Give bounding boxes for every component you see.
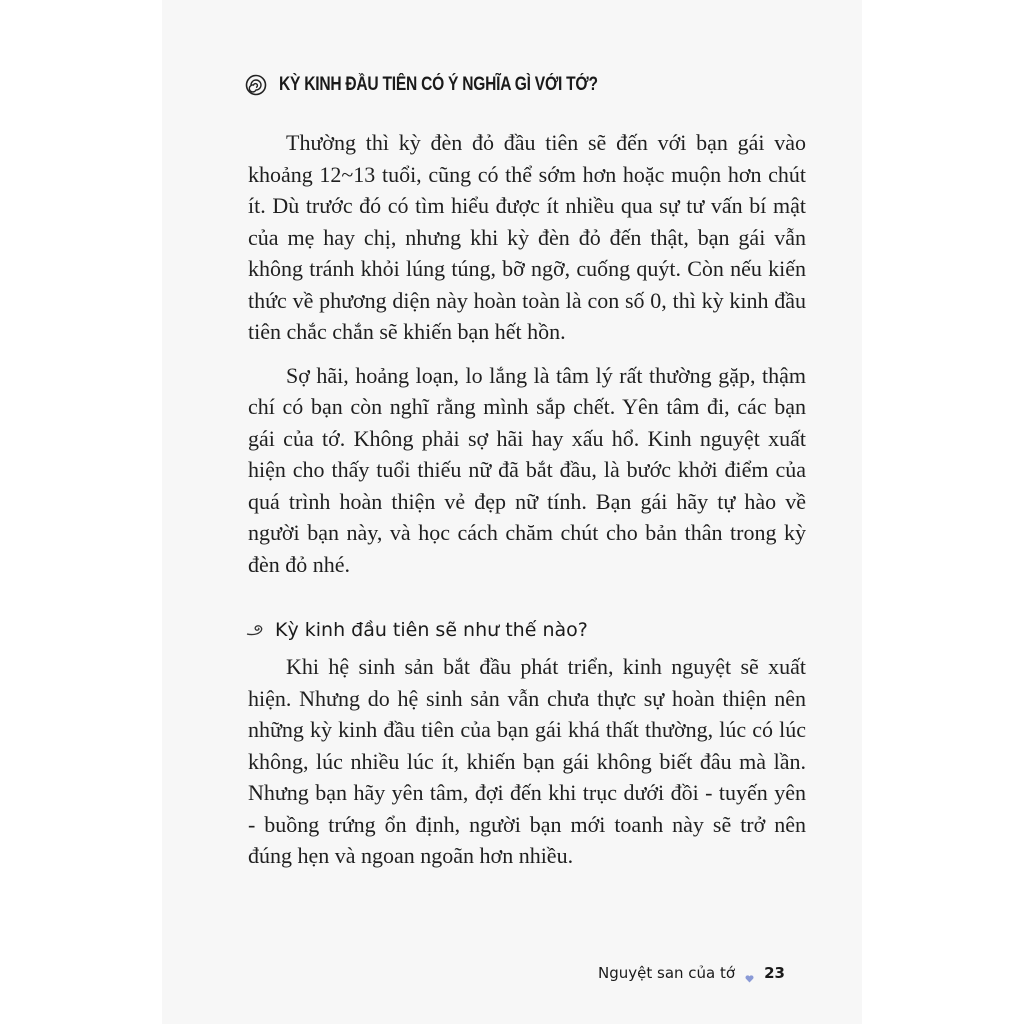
spiral-flower-icon — [245, 74, 267, 96]
snail-swirl-icon — [245, 622, 265, 638]
paragraph: Thường thì kỳ đèn đỏ đầu tiên sẽ đến với bạn gái vào khoảng 12~13 tuổi, cũng có thể sớm hơn hoặc muộn hơn chút ít. Dù trước đó có tìm hiểu được ít nhiều qua sự tư vấn bí mật của mẹ hay chị, nhưng khi kỳ đèn đỏ đến thật, bạn gái vẫn không tránh khỏi lúng túng, bỡ ngỡ, cuống quýt. Còn nếu kiến thức về phương diện này hoàn toàn là con số 0, thì kỳ kinh đầu tiên chắc chắn sẽ khiến bạn hết hồn. — [248, 130, 806, 344]
section-heading-text: KỲ KINH ĐẦU TIÊN CÓ Ý NGHĨA GÌ VỚI TỚ? — [279, 74, 598, 95]
paragraph: Sợ hãi, hoảng loạn, lo lắng là tâm lý rất thường gặp, thậm chí có bạn còn nghĩ rằng mình sắp chết. Yên tâm đi, các bạn gái của tớ. Không phải sợ hãi hay xấu hổ. Kinh nguyệt xuất hiện cho thấy tuổi thiếu nữ đã bắt đầu, là bước khởi điểm của quá trình hoàn thiện vẻ đẹp nữ tính. Bạn gái hãy tự hào về người bạn này, và học cách chăm chút cho bản thân trong kỳ đèn đỏ nhé. — [248, 362, 806, 577]
page-number: 23 — [764, 964, 785, 982]
subsection-heading — [245, 619, 588, 641]
section-1-body — [248, 127, 806, 580]
section-2-body — [248, 651, 806, 872]
subsection-heading-text: Kỳ kinh đầu tiên sẽ như thế nào? — [275, 619, 588, 641]
page-footer — [598, 964, 785, 982]
heart-icon — [745, 969, 754, 977]
section-heading — [245, 74, 668, 96]
paragraph: Khi hệ sinh sản bắt đầu phát triển, kinh nguyệt sẽ xuất hiện. Nhưng do hệ sinh sản vẫn chưa thực sự hoàn thiện nên những kỳ kinh đầu tiên của bạn gái khá thất thường, lúc có lúc không, lúc nhiều lúc ít, khiến bạn gái không biết đâu mà lần. Nhưng bạn hãy yên tâm, đợi đến khi trục dưới đồi - tuyến yên - buồng trứng ổn định, người bạn mới toanh này sẽ trở nên đúng hẹn và ngoan ngoãn hơn nhiều. — [248, 654, 806, 868]
book-title: Nguyệt san của tớ — [598, 964, 736, 982]
